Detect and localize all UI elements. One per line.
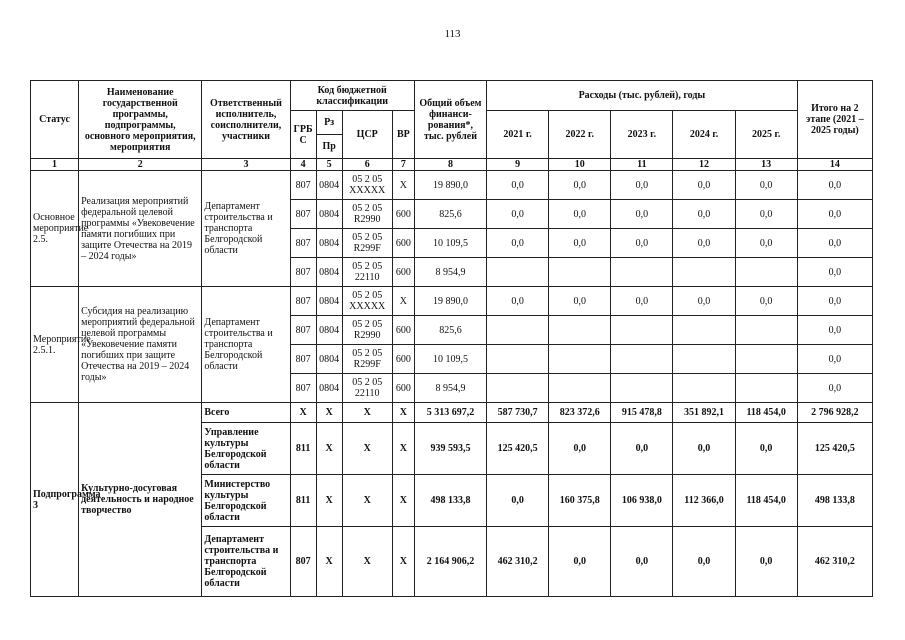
year-2024-cell	[673, 316, 735, 345]
year-2025-cell: 0,0	[735, 171, 797, 200]
total-cell: 19 890,0	[414, 171, 486, 200]
year-2025-cell: 0,0	[735, 527, 797, 597]
grbs-cell: 807	[290, 345, 316, 374]
total-cell: 498 133,8	[414, 475, 486, 527]
vr-cell: 600	[392, 345, 414, 374]
stage-total-cell: 498 133,8	[797, 475, 872, 527]
total-cell: 10 109,5	[414, 345, 486, 374]
stage-total-cell: 0,0	[797, 287, 872, 316]
col-number: 9	[487, 159, 549, 171]
vr-cell: X	[392, 475, 414, 527]
year-2024-cell: 0,0	[673, 171, 735, 200]
total-cell: 5 313 697,2	[414, 403, 486, 423]
vr-cell: 600	[392, 316, 414, 345]
year-2025-cell: 0,0	[735, 200, 797, 229]
year-2023-cell: 0,0	[611, 200, 673, 229]
year-2023-cell: 0,0	[611, 527, 673, 597]
col-number: 3	[202, 159, 290, 171]
year-2021-cell	[487, 345, 549, 374]
vr-cell: 600	[392, 258, 414, 287]
year-2023-cell: 0,0	[611, 229, 673, 258]
header-expenses: Расходы (тыс. рублей), годы	[487, 81, 798, 111]
year-2022-cell: 0,0	[549, 527, 611, 597]
grbs-cell: 811	[290, 475, 316, 527]
grbs-cell: 807	[290, 316, 316, 345]
year-2021-cell: 0,0	[487, 229, 549, 258]
stage-total-cell: 462 310,2	[797, 527, 872, 597]
year-2022-cell: 160 375,8	[549, 475, 611, 527]
year-2024-cell: 112 366,0	[673, 475, 735, 527]
budget-table	[30, 80, 873, 597]
stage-total-cell: 125 420,5	[797, 423, 872, 475]
year-2025-cell: 0,0	[735, 229, 797, 258]
year-2024-cell	[673, 258, 735, 287]
column-number-row	[31, 159, 873, 171]
total-cell: 8 954,9	[414, 374, 486, 403]
grbs-cell: 807	[290, 229, 316, 258]
col-number: 2	[79, 159, 202, 171]
col-number: 4	[290, 159, 316, 171]
grbs-cell: 807	[290, 374, 316, 403]
vr-cell: X	[392, 171, 414, 200]
year-2023-cell: 915 478,8	[611, 403, 673, 423]
year-2023-cell: 0,0	[611, 287, 673, 316]
vr-cell: X	[392, 527, 414, 597]
col-number: 12	[673, 159, 735, 171]
subprogram-name-cell: Культурно-досуговая деятельность и народное творчество	[79, 403, 202, 597]
header-rz: Рз	[316, 111, 342, 135]
vr-cell: X	[392, 423, 414, 475]
year-2021-cell: 0,0	[487, 200, 549, 229]
year-2024-cell	[673, 345, 735, 374]
year-2023-cell	[611, 374, 673, 403]
vr-cell: 600	[392, 374, 414, 403]
year-2024-cell: 0,0	[673, 423, 735, 475]
responsible-cell: Департамент строительства и транспорта Белгородской области	[202, 287, 290, 403]
year-2025-cell: 118 454,0	[735, 475, 797, 527]
year-2022-cell: 0,0	[549, 229, 611, 258]
grbs-cell: 807	[290, 171, 316, 200]
header-budget-code: Код бюджетной классификации	[290, 81, 414, 111]
responsible-cell: Министерство культуры Белгородской области	[202, 475, 290, 527]
status-cell: Основное мероприятие 2.5.	[31, 171, 79, 287]
header-responsible: Ответственный исполнитель, соисполнители, участники	[202, 81, 290, 159]
year-2024-cell: 0,0	[673, 200, 735, 229]
status-cell: Мероприятие 2.5.1.	[31, 287, 79, 403]
year-2024-cell: 0,0	[673, 527, 735, 597]
total-cell: 825,6	[414, 316, 486, 345]
table-row	[31, 287, 873, 316]
vr-cell: 600	[392, 229, 414, 258]
rz-pr-cell: 0804	[316, 229, 342, 258]
responsible-cell: Департамент строительства и транспорта Белгородской области	[202, 171, 290, 287]
status-cell: Подпрограмма 3	[31, 403, 79, 597]
year-2025-cell: 0,0	[735, 423, 797, 475]
year-2021-cell: 0,0	[487, 475, 549, 527]
csr-cell: 05 2 05 XXXXX	[342, 287, 392, 316]
stage-total-cell: 2 796 928,2	[797, 403, 872, 423]
csr-cell: 05 2 05 R2990	[342, 200, 392, 229]
rz-pr-cell: 0804	[316, 171, 342, 200]
rz-pr-cell: 0804	[316, 374, 342, 403]
csr-cell: 05 2 05 XXXXX	[342, 171, 392, 200]
total-cell: 10 109,5	[414, 229, 486, 258]
rz-pr-cell: X	[316, 475, 342, 527]
header-csr: ЦСР	[342, 111, 392, 159]
grbs-cell: 811	[290, 423, 316, 475]
responsible-cell: Управление культуры Белгородской области	[202, 423, 290, 475]
stage-total-cell: 0,0	[797, 345, 872, 374]
header-vr: ВР	[392, 111, 414, 159]
year-2021-cell	[487, 316, 549, 345]
stage-total-cell: 0,0	[797, 200, 872, 229]
responsible-cell: Всего	[202, 403, 290, 423]
header-stage-total: Итого на 2 этапе (2021 – 2025 годы)	[797, 81, 872, 159]
header-pr: Пр	[316, 135, 342, 159]
year-2023-cell	[611, 258, 673, 287]
header-year-2022: 2022 г.	[549, 111, 611, 159]
year-2021-cell	[487, 258, 549, 287]
col-number: 8	[414, 159, 486, 171]
rz-pr-cell: 0804	[316, 287, 342, 316]
year-2024-cell: 0,0	[673, 229, 735, 258]
col-number: 7	[392, 159, 414, 171]
total-cell: 8 954,9	[414, 258, 486, 287]
col-number: 1	[31, 159, 79, 171]
col-number: 13	[735, 159, 797, 171]
header-grbs: ГРБ С	[290, 111, 316, 159]
year-2024-cell: 351 892,1	[673, 403, 735, 423]
stage-total-cell: 0,0	[797, 374, 872, 403]
grbs-cell: 807	[290, 287, 316, 316]
csr-cell: 05 2 05 22110	[342, 374, 392, 403]
vr-cell: X	[392, 403, 414, 423]
table-row	[31, 171, 873, 200]
year-2025-cell: 0,0	[735, 287, 797, 316]
year-2022-cell	[549, 258, 611, 287]
responsible-cell: Департамент строительства и транспорта Белгородской области	[202, 527, 290, 597]
year-2023-cell: 0,0	[611, 423, 673, 475]
vr-cell: X	[392, 287, 414, 316]
total-cell: 2 164 906,2	[414, 527, 486, 597]
measure-name-cell: Реализация мероприятий федеральной целевой программы «Увековечение памяти погибших при защите Отечества на 2019 – 2024 годы»	[79, 171, 202, 287]
year-2021-cell: 587 730,7	[487, 403, 549, 423]
csr-cell: X	[342, 403, 392, 423]
year-2025-cell	[735, 374, 797, 403]
year-2021-cell: 0,0	[487, 171, 549, 200]
header-total: Общий объем финанси-рования*, тыс. рублей	[414, 81, 486, 159]
rz-pr-cell: X	[316, 527, 342, 597]
col-number: 6	[342, 159, 392, 171]
total-cell: 939 593,5	[414, 423, 486, 475]
csr-cell: 05 2 05 22110	[342, 258, 392, 287]
rz-pr-cell: X	[316, 423, 342, 475]
measure-name-cell: Субсидия на реализацию мероприятий федеральной целевой программы «Увековечение памяти погибших при защите Отечества на 2019 – 2024 годы»	[79, 287, 202, 403]
header-year-2021: 2021 г.	[487, 111, 549, 159]
year-2021-cell	[487, 374, 549, 403]
stage-total-cell: 0,0	[797, 316, 872, 345]
header-year-2025: 2025 г.	[735, 111, 797, 159]
csr-cell: 05 2 05 R2990	[342, 316, 392, 345]
year-2021-cell: 125 420,5	[487, 423, 549, 475]
rz-pr-cell: 0804	[316, 258, 342, 287]
rz-pr-cell: 0804	[316, 200, 342, 229]
year-2023-cell: 0,0	[611, 171, 673, 200]
year-2022-cell: 0,0	[549, 287, 611, 316]
rz-pr-cell: X	[316, 403, 342, 423]
vr-cell: 600	[392, 200, 414, 229]
total-cell: 825,6	[414, 200, 486, 229]
csr-cell: 05 2 05 R299F	[342, 229, 392, 258]
year-2022-cell: 0,0	[549, 171, 611, 200]
csr-cell: 05 2 05 R299F	[342, 345, 392, 374]
year-2025-cell	[735, 345, 797, 374]
year-2025-cell	[735, 258, 797, 287]
grbs-cell: 807	[290, 200, 316, 229]
stage-total-cell: 0,0	[797, 258, 872, 287]
page-number: 113	[444, 28, 461, 40]
year-2022-cell: 0,0	[549, 200, 611, 229]
col-number: 14	[797, 159, 872, 171]
year-2022-cell: 823 372,6	[549, 403, 611, 423]
csr-cell: X	[342, 423, 392, 475]
year-2022-cell	[549, 374, 611, 403]
header-status: Статус	[31, 81, 79, 159]
rz-pr-cell: 0804	[316, 316, 342, 345]
year-2023-cell	[611, 345, 673, 374]
csr-cell: X	[342, 475, 392, 527]
year-2022-cell	[549, 345, 611, 374]
grbs-cell: X	[290, 403, 316, 423]
year-2023-cell: 106 938,0	[611, 475, 673, 527]
year-2023-cell	[611, 316, 673, 345]
stage-total-cell: 0,0	[797, 171, 872, 200]
year-2024-cell: 0,0	[673, 287, 735, 316]
year-2025-cell: 118 454,0	[735, 403, 797, 423]
csr-cell: X	[342, 527, 392, 597]
year-2025-cell	[735, 316, 797, 345]
table-row	[31, 403, 873, 423]
grbs-cell: 807	[290, 258, 316, 287]
year-2022-cell: 0,0	[549, 423, 611, 475]
total-cell: 19 890,0	[414, 287, 486, 316]
header-year-2023: 2023 г.	[611, 111, 673, 159]
year-2022-cell	[549, 316, 611, 345]
stage-total-cell: 0,0	[797, 229, 872, 258]
header-year-2024: 2024 г.	[673, 111, 735, 159]
year-2024-cell	[673, 374, 735, 403]
col-number: 10	[549, 159, 611, 171]
grbs-cell: 807	[290, 527, 316, 597]
table-body	[31, 171, 873, 597]
col-number: 5	[316, 159, 342, 171]
year-2021-cell: 462 310,2	[487, 527, 549, 597]
year-2021-cell: 0,0	[487, 287, 549, 316]
rz-pr-cell: 0804	[316, 345, 342, 374]
header-name: Наименование государственной программы, подпрограммы, основного мероприятия, мероприятия	[79, 81, 202, 159]
col-number: 11	[611, 159, 673, 171]
